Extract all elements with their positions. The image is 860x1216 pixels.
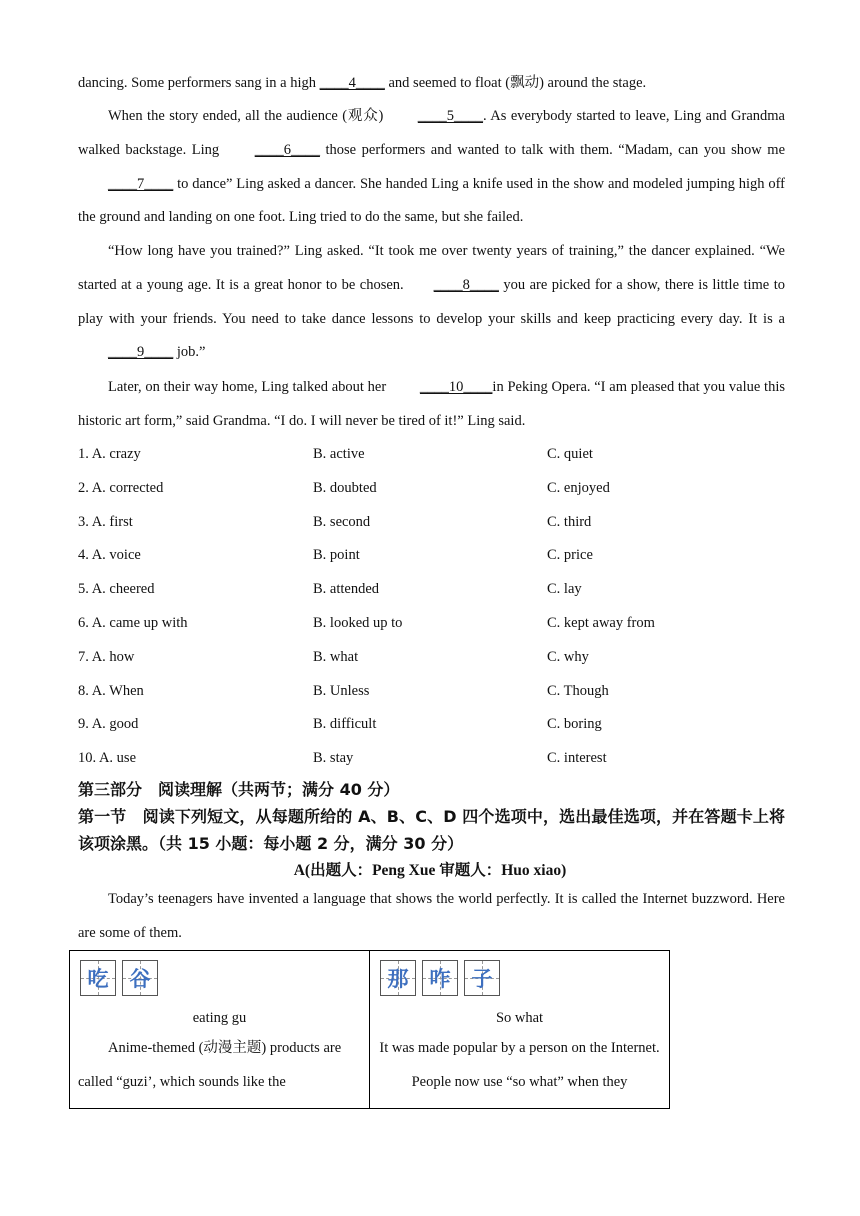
blank-8: ____8____ bbox=[433, 276, 499, 293]
option-c: C. price bbox=[547, 547, 593, 564]
passage-paragraph-4 bbox=[78, 371, 785, 439]
option-b: B. Unless bbox=[313, 682, 370, 699]
option-c: C. enjoyed bbox=[547, 479, 610, 496]
option-b: B. stay bbox=[313, 750, 354, 767]
option-b: B. active bbox=[313, 446, 365, 462]
option-c: C. quiet bbox=[547, 446, 593, 462]
option-a: 5. A. cheered bbox=[78, 581, 155, 598]
option-row bbox=[78, 539, 785, 573]
passage-paragraph-2 bbox=[78, 100, 785, 235]
passage-paragraph-1 bbox=[78, 67, 785, 101]
option-c: C. third bbox=[547, 513, 592, 530]
option-c: C. interest bbox=[547, 750, 607, 767]
option-c: C. kept away from bbox=[547, 614, 655, 631]
option-a: 1. A. crazy bbox=[78, 446, 141, 462]
option-row bbox=[78, 641, 785, 675]
passage-text: to dance” Ling asked a dancer. She handed Ling a knife used in the show and modeled jumping high off the ground and landing on one foot. Ling tried to do the same, but she failed. bbox=[78, 175, 785, 226]
option-c: C. Though bbox=[547, 682, 609, 699]
char-box: 吃 bbox=[80, 960, 116, 996]
option-row bbox=[78, 675, 785, 709]
passage-text: you are picked for a show, there is little time to play with your friends. You need to take dance lessons to develop your skills and keep practicing every day. It is a bbox=[78, 276, 785, 327]
char-box: 那 bbox=[380, 960, 416, 996]
option-a: 8. A. When bbox=[78, 682, 144, 699]
passage-text: When the story ended, all the audience (观众) bbox=[108, 108, 388, 124]
option-b: B. doubted bbox=[313, 479, 377, 496]
passage-text: “How long have you trained?” Ling asked. “It took me over twenty years of training,” the dancer explained. “We started at a young age. It is a great honor to be chosen. bbox=[78, 243, 785, 293]
passage-text: dancing. Some performers sang in a high bbox=[78, 75, 320, 91]
passage-text: in Peking Opera. “I am pleased that you value this historic art form,” said Grandma. “I do. I will never be tired of it!” Ling said. bbox=[78, 379, 785, 429]
option-row bbox=[78, 506, 785, 540]
option-row bbox=[78, 708, 785, 742]
option-c: C. lay bbox=[547, 581, 582, 598]
blank-7: ____7____ bbox=[108, 175, 174, 192]
blank-6: ____6____ bbox=[254, 141, 320, 158]
character-boxes bbox=[380, 960, 500, 996]
option-a: 7. A. how bbox=[78, 648, 135, 665]
buzzword-description: Anime-themed (动漫主题) products are called “guzi’, which sounds like the bbox=[78, 1040, 342, 1090]
option-b: B. point bbox=[313, 547, 360, 564]
option-a: 9. A. good bbox=[78, 716, 139, 733]
option-a: 4. A. voice bbox=[78, 547, 141, 564]
option-c: C. boring bbox=[547, 716, 602, 733]
character-boxes bbox=[80, 960, 158, 996]
blank-10: ____10____ bbox=[419, 379, 493, 395]
option-a: 3. A. first bbox=[78, 513, 133, 530]
char-box: 咋 bbox=[422, 960, 458, 996]
passage-text: those performers and wanted to talk with them. “Madam, can you show me bbox=[319, 141, 786, 158]
option-b: B. attended bbox=[313, 581, 380, 598]
buzzword-meaning: So what bbox=[495, 1010, 544, 1026]
blank-9: ____9____ bbox=[108, 344, 174, 361]
buzzword-meaning: eating gu bbox=[192, 1010, 247, 1026]
passage-intro: Today’s teenagers have invented a language that shows the world perfectly. It is called the Internet buzzword. Here are some of them. bbox=[78, 891, 785, 941]
option-row bbox=[78, 438, 785, 472]
char-box: 子 bbox=[464, 960, 500, 996]
char-box: 谷 bbox=[122, 960, 158, 996]
blank-5: ____5____ bbox=[417, 108, 484, 124]
option-a: 6. A. came up with bbox=[78, 614, 188, 631]
buzzword-table bbox=[69, 950, 670, 1109]
option-row bbox=[78, 607, 785, 641]
option-c: C. why bbox=[547, 648, 589, 665]
buzzword-description: It was made popular by a person on the Internet. People now use “so what” when they bbox=[379, 1040, 660, 1090]
option-a: 2. A. corrected bbox=[78, 479, 164, 496]
passage-text: job.” bbox=[173, 344, 206, 361]
option-b: B. looked up to bbox=[313, 614, 403, 631]
passage-text: . As everybody started to leave, Ling and Grandma walked backstage. Ling bbox=[78, 108, 785, 158]
passage-text: and seemed to float (飘动) around the stage. bbox=[384, 75, 647, 91]
option-b: B. difficult bbox=[313, 716, 377, 733]
part-heading: 第三部分 阅读理解（共两节；满分 40 分） bbox=[78, 780, 400, 799]
blank-4: ____4____ bbox=[319, 75, 385, 91]
buzzword-cell bbox=[70, 951, 370, 1109]
passage-paragraph-3 bbox=[78, 235, 785, 370]
option-b: B. second bbox=[313, 513, 371, 530]
passage-text: Later, on their way home, Ling talked about her bbox=[108, 379, 390, 395]
option-row bbox=[78, 742, 785, 776]
section-instructions: 第一节 阅读下列短文，从每题所给的 A、B、C、D 四个选项中，选出最佳选项，并在答题卡上将该项涂黑。（共 15 小题：每小题 2 分，满分 30 分） bbox=[78, 807, 785, 853]
buzzword-cell bbox=[370, 951, 670, 1109]
passage-title: A(出题人：Peng Xue 审题人：Huo xiao) bbox=[293, 862, 567, 879]
option-b: B. what bbox=[313, 648, 359, 665]
option-row bbox=[78, 573, 785, 607]
option-a: 10. A. use bbox=[78, 750, 136, 767]
options-list bbox=[78, 438, 785, 776]
option-row bbox=[78, 472, 785, 506]
